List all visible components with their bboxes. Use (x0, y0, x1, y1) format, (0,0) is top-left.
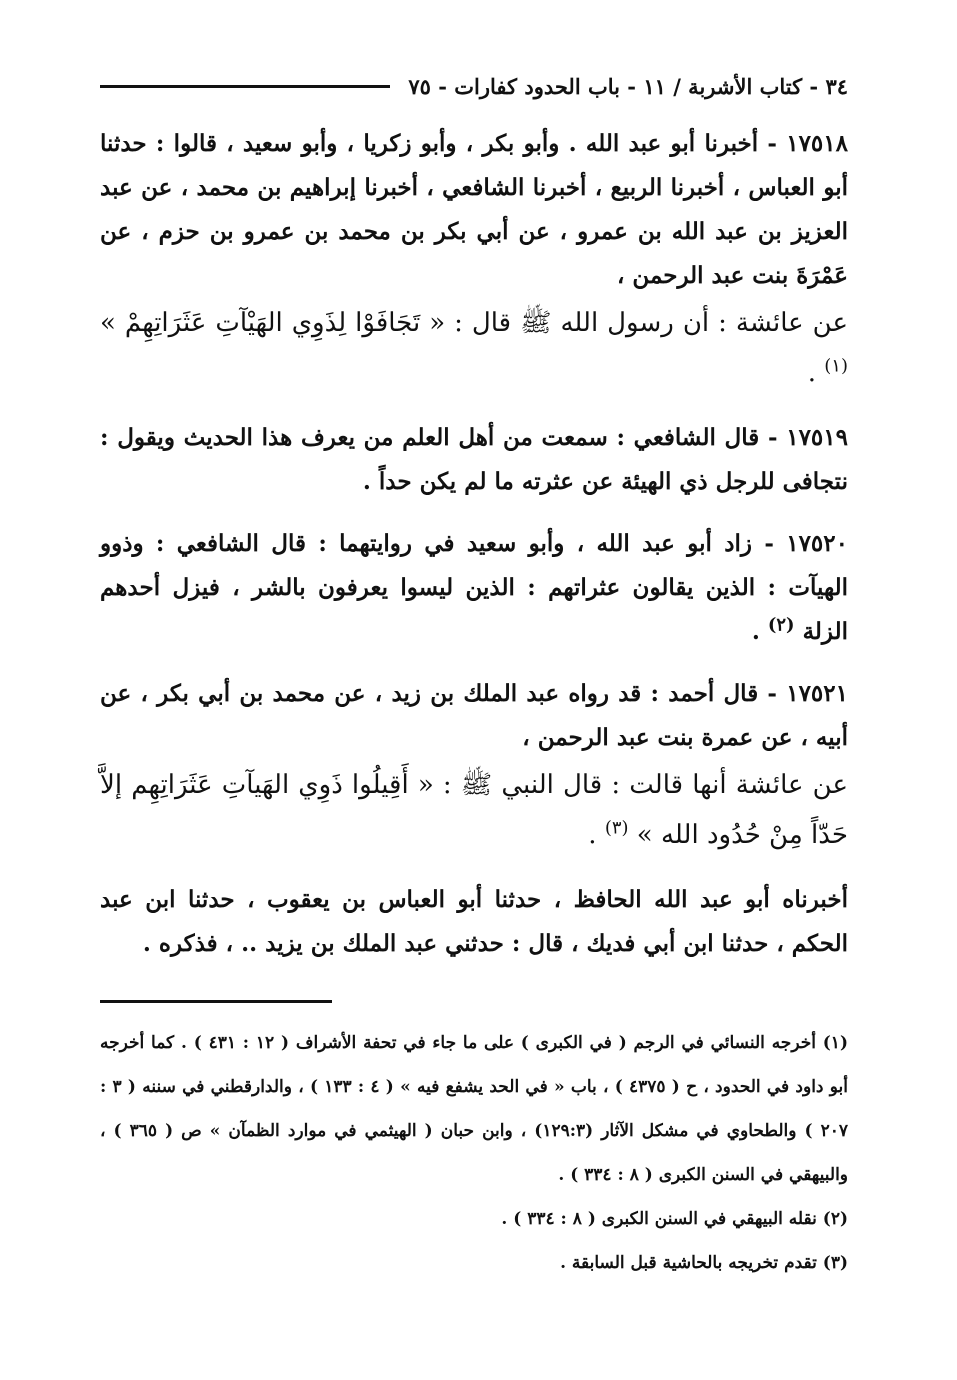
hadith-17521 (100, 672, 848, 860)
footnote-ref-3[interactable]: (٣) (604, 817, 629, 839)
page (100, 58, 848, 1285)
hadith-17518 (100, 122, 848, 398)
hadith-17519 (100, 416, 848, 504)
header-rule (100, 85, 390, 88)
hadith-17520-text: ١٧٥٢٠ - زاد أبو عبد الله ، وأبو سعيد في روايتهما : قال الشافعي : وذوو الهيآت : الذين يقالون عثراتهم : الذين ليسوا يعرفون بالشر ، فيزل أحدهم الزلة (100, 530, 848, 645)
hadith-17520 (100, 522, 848, 654)
hadith-17518-isnad: ١٧٥١٨ - أخبرنا أبو عبد الله . وأبو بكر ، وأبو زكريا ، وأبو سعيد ، قالوا : حدثنا أبو العباس ، أخبرنا الربيع ، أخبرنا الشافعي ، أخبرنا إبراهيم بن محمد ، عن عبد العزيز بن عبد الله بن عمرو ، عن أبي بكر بن محمد بن عمرو بن حزم ، عن عَمْرَةَ بنت عبد الرحمن ، (100, 130, 848, 289)
hadith-17519-text: ١٧٥١٩ - قال الشافعي : سمعت من أهل العلم من يعرف هذا الحديث ويقول : نتجافى للرجل ذي الهيئة عن عثرته ما لم يكن حداً . (100, 424, 848, 495)
closing-isnad (100, 878, 848, 966)
running-header (100, 58, 848, 114)
hadith-17521-end: . (588, 820, 605, 850)
header-title: ٣٤ - كتاب الأشربة / ١١ - باب الحدود كفارات - ٧٥ (408, 73, 848, 99)
hadith-17521-matn (100, 760, 848, 860)
hadith-17518-matn (100, 298, 848, 398)
closing-isnad-text: أخبرناه أبو عبد الله الحافظ ، حدثنا أبو العباس بن يعقوب ، حدثنا ابن عبد الحكم ، حدثنا ابن أبي فديك ، قال : حدثني عبد الملك بن يزيد .. ، فذكره . (100, 886, 848, 957)
hadith-17518-quote: عن عائشة : أن رسول الله ﷺ قال : « تَجَافَوْا لِذَوِي الهَيْآتِ عَثَرَاتِهِمْ » (100, 308, 848, 338)
hadith-17520-body (100, 522, 848, 654)
footnote-3: (٣) تقدم تخريجه بالحاشية قبل السابقة . (560, 1253, 848, 1273)
hadith-17518-end: . (807, 358, 825, 388)
hadith-17521-isnad: ١٧٥٢١ - قال أحمد : قد رواه عبد الملك بن زيد ، عن محمد بن أبي بكر ، عن أبيه ، عن عمرة بنت عبد الرحمن ، (100, 680, 848, 751)
footnote-ref-2[interactable]: (٢) (767, 614, 795, 636)
footnote-2: (٢) نقله البيهقي في السنن الكبرى ( ٨ : ٣٣٤ ) . (501, 1209, 848, 1229)
hadith-17520-end: . (751, 618, 768, 645)
footnotes (100, 1021, 848, 1285)
footnote-1: (١) أخرجه النسائي في الرجم ( في الكبرى ) على ما جاء في تحفة الأشراف ( ١٢ : ٤٣١ ) . كما أخرجه أبو داود في الحدود ، ح ( ٤٣٧٥ ) ، باب « في الحد يشفع فيه » ( ٤ : ١٣٣ ) ، والدارقطني في سننه ( ٣ : ٢٠٧ ) والطحاوي في مشكل الآثار (١٢٩:٣) ، وابن حبان ( الهيثمي في موارد الظمآن » ص ( ٣٦٥ ) ، والبيهقي في السنن الكبرى ( ٨ : ٣٣٤ ) . (100, 1033, 848, 1185)
hadith-17521-quote: عن عائشة أنها قالت : قال النبي ﷺ : « أَقِيلُوا ذَوِي الهَيآتِ عَثَرَاتِهِم إلاَّ حَدّاً مِنْ حُدُود الله » (100, 770, 848, 850)
footnote-rule (100, 1000, 332, 1003)
footnote-ref-1[interactable]: (١) (824, 355, 848, 377)
